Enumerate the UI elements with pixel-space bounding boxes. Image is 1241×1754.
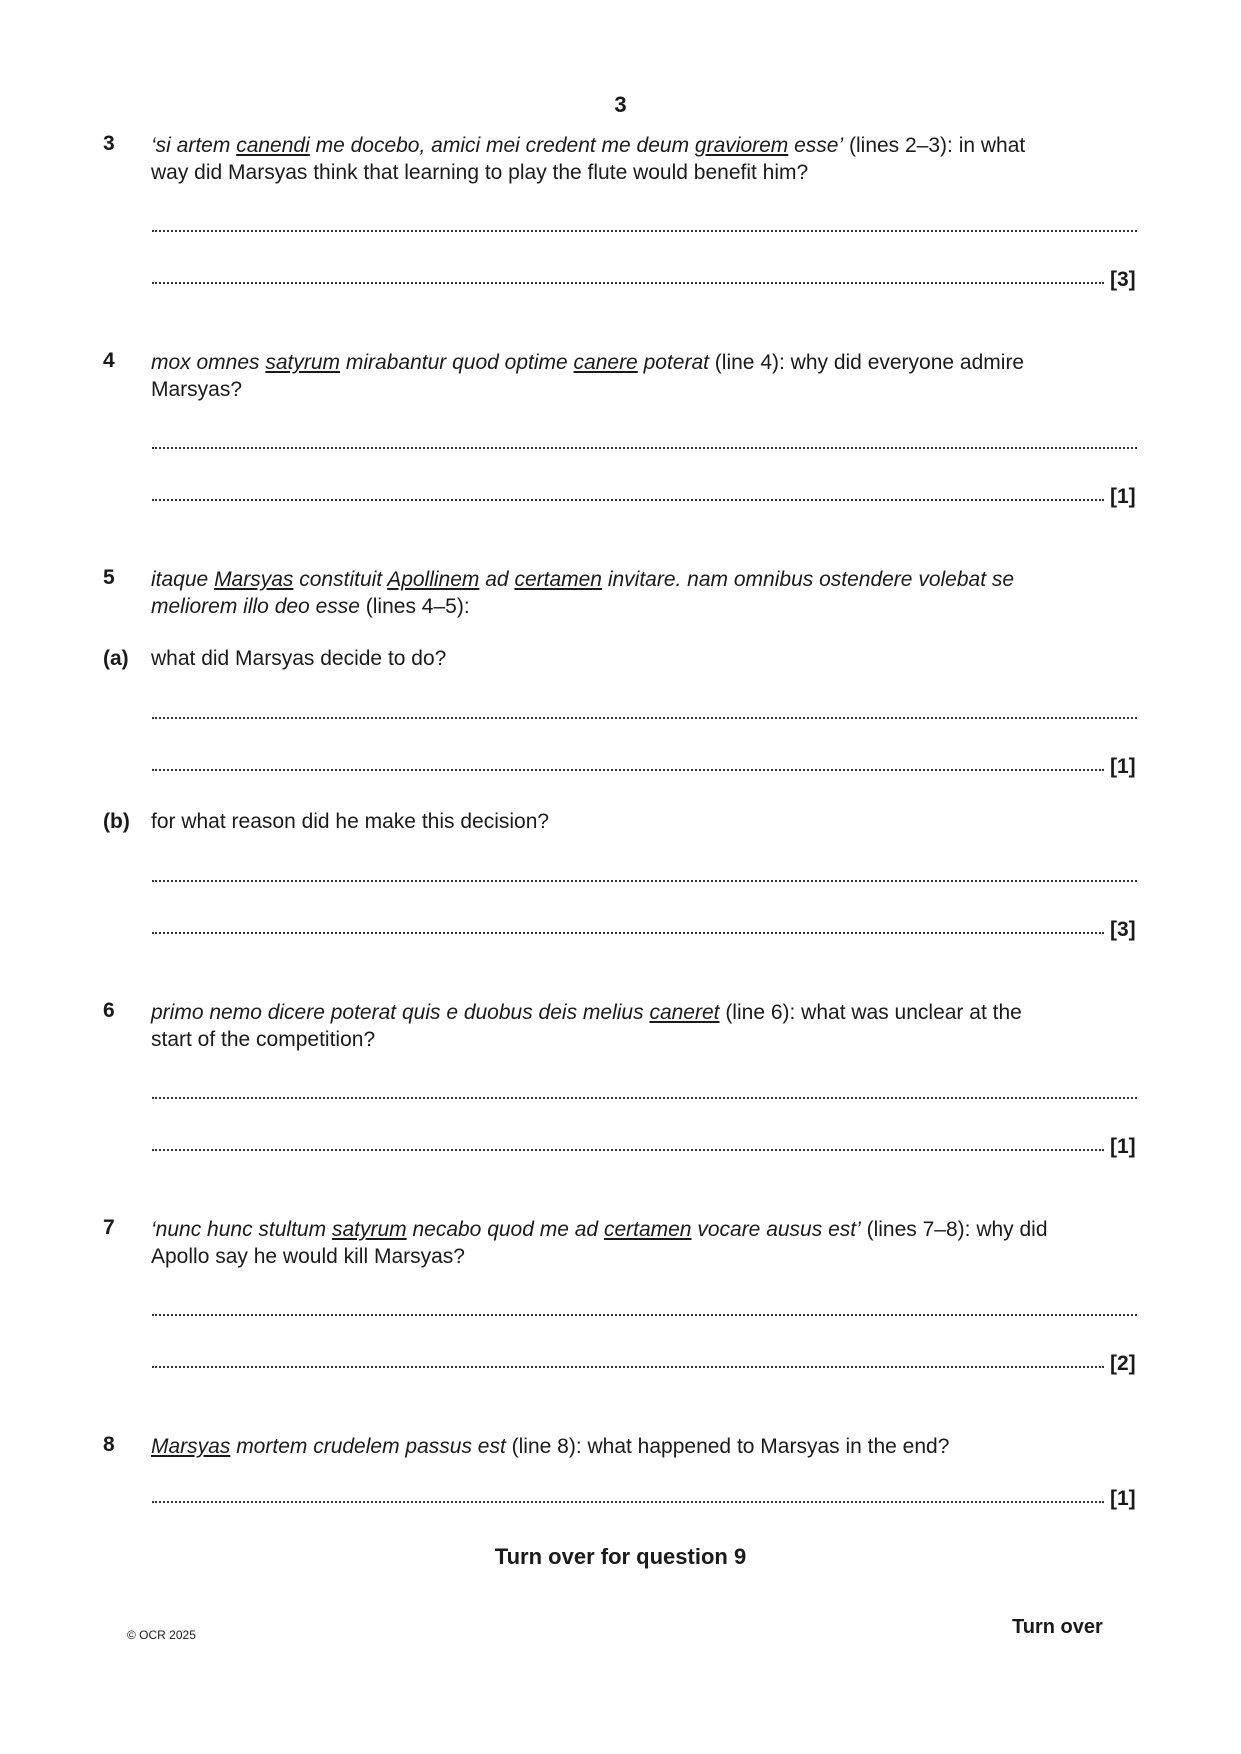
question-number: 8 [103, 1433, 115, 1456]
copyright-notice: © OCR 2025 [127, 1628, 196, 1642]
sub-question-label: (a) [103, 647, 129, 670]
answer-line[interactable] [152, 499, 1104, 501]
mark-allocation: [1] [1110, 1135, 1136, 1158]
page-number: 3 [614, 92, 627, 117]
question-text: ‘si artem canendi me docebo, amici mei credent me deum graviorem esse’ (lines 2–3): in what way did Marsyas think that learning to play the flute would benefit him? [151, 134, 1026, 184]
answer-line[interactable] [152, 769, 1104, 771]
mark-allocation: [3] [1110, 918, 1136, 941]
mark-allocation: [1] [1110, 485, 1136, 508]
answer-line[interactable] [152, 1501, 1104, 1503]
sub-question-text: for what reason did he make this decision? [151, 810, 550, 833]
question-text: itaque Marsyas constituit Apollinem ad certamen invitare. nam omnibus ostendere volebat se meliorem illo deo esse (lines 4–5): [151, 568, 1015, 618]
answer-line[interactable] [152, 1314, 1137, 1316]
answer-line[interactable] [152, 1366, 1104, 1368]
sub-question-text: what did Marsyas decide to do? [151, 647, 447, 670]
answer-line[interactable] [152, 230, 1137, 232]
question-number: 4 [103, 349, 115, 372]
mark-allocation: [1] [1110, 1487, 1136, 1510]
answer-line[interactable] [152, 447, 1137, 449]
question-text: mox omnes satyrum mirabantur quod optime canere poterat (line 4): why did everyone admire Marsyas? [151, 351, 1025, 401]
mark-allocation: [3] [1110, 268, 1136, 291]
question-text: Marsyas mortem crudelem passus est (line 8): what happened to Marsyas in the end? [151, 1435, 950, 1458]
mark-allocation: [2] [1110, 1352, 1136, 1375]
answer-line[interactable] [152, 717, 1137, 719]
answer-line[interactable] [152, 282, 1104, 284]
turn-over-label: Turn over [1012, 1616, 1103, 1638]
turn-over-for-question-9: Turn over for question 9 [494, 1544, 747, 1569]
question-number: 5 [103, 566, 115, 589]
question-text: ‘nunc hunc stultum satyrum necabo quod me ad certamen vocare ausus est’ (lines 7–8): why did Apollo say he would kill Marsyas? [151, 1218, 1048, 1268]
sub-question-label: (b) [103, 810, 130, 833]
question-number: 6 [103, 999, 115, 1022]
answer-line[interactable] [152, 880, 1137, 882]
mark-allocation: [1] [1110, 755, 1136, 778]
answer-line[interactable] [152, 1149, 1104, 1151]
question-number: 7 [103, 1216, 115, 1239]
question-number: 3 [103, 132, 115, 155]
question-text: primo nemo dicere poterat quis e duobus deis melius caneret (line 6): what was unclear at the start of the competition? [151, 1001, 1022, 1051]
answer-line[interactable] [152, 1097, 1137, 1099]
answer-line[interactable] [152, 932, 1104, 934]
